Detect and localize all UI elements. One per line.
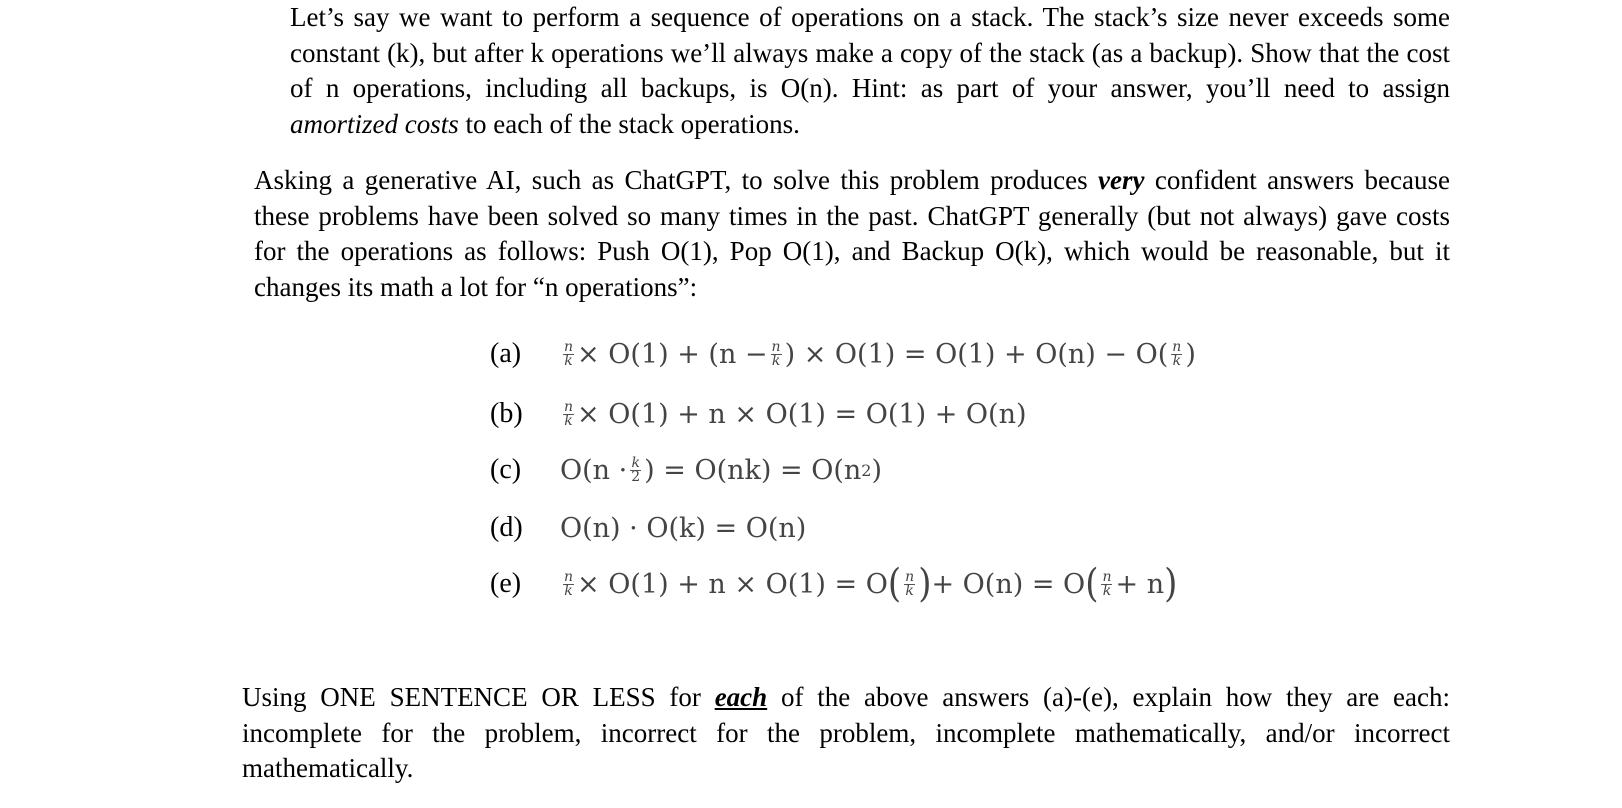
very-emphasis: very [1097,165,1145,195]
math-text: O(n · [560,454,628,486]
answer-a [490,328,1196,380]
exponent: 2 [861,460,872,480]
paren: ( [887,561,902,607]
math-text: × O(1) + n × O(1) = O(1) + O(n) [577,398,1027,430]
problem-text-end: to each of the stack operations. [458,108,800,139]
answer-b-math [560,399,1027,430]
answer-label: (c) [490,454,522,485]
fraction: $\frac{n}{k}$ [564,398,574,429]
math-text: ) = O(nk) = O(n [644,454,862,486]
answer-e [490,558,1177,610]
fraction: $\frac{n}{k}$ [771,338,781,369]
answer-d [490,502,806,554]
fraction: $\frac{n}{k}$ [905,568,915,599]
math-text: ) × O(1) = O(1) + O(n) − O( [784,338,1169,370]
fraction: $\frac{k}{2}$ [631,454,641,485]
answer-c-math [560,455,882,486]
answer-label: (d) [490,512,523,543]
math-text: ) [871,454,883,486]
fraction: $\frac{n}{k}$ [1172,338,1182,369]
answer-label: (e) [490,568,522,599]
fraction: $\frac{n}{k}$ [1102,568,1112,599]
paren: ) [1164,561,1178,607]
answer-b [490,388,1027,440]
answer-c [490,444,882,496]
paren: ) [918,561,932,607]
instructions-text-end: of the above answers (a)-(e), explain how they are each: incomplete for the problem, incorrect for the problem, incomplete mathematically, and/or incorrect mathematically. [242,682,1450,783]
each-emphasis: each [714,682,768,712]
answer-a-math [560,339,1196,370]
instructions-paragraph [242,680,1450,787]
math-text: × O(1) + n × O(1) = O [577,568,888,600]
chatgpt-text-end: confident answers because these problems have been solved so many times in the past. ChatGPT generally (but not always) gave costs for the operations as follows: Push O(1), Pop O(1), and Backup O(k), which would be reasonable, but it changes its math a lot for “n operations”: [254,165,1450,302]
amortized-costs-emphasis: amortized costs [290,108,459,139]
answer-d-math [560,513,806,544]
math-text: O(n) · O(k) = O(n) [560,512,807,544]
problem-text: Let’s say we want to perform a sequence of operations on a stack. The stack’s size never exceeds some constant (k), but after k operations we’ll always make a copy of the stack (as a backup). Show that the cost of n operations, including all backups, is O(n). Hint: as part of your answer, you’ll need to assign [290,2,1450,103]
math-text: ) [1185,338,1196,370]
math-text: + n [1115,568,1165,600]
answer-e-math [560,561,1178,607]
fraction: $\frac{n}{k}$ [564,338,574,369]
problem-statement [290,0,1450,142]
instructions-text: Using ONE SENTENCE OR LESS for [242,682,715,712]
chatgpt-text: Asking a generative AI, such as ChatGPT, to solve this problem produces [254,165,1098,195]
chatgpt-paragraph [254,163,1450,305]
math-text: × O(1) + (n − [577,338,768,370]
paren: ( [1085,561,1099,607]
fraction: $\frac{n}{k}$ [564,568,574,599]
answer-label: (b) [490,398,523,429]
answer-label: (a) [490,338,522,369]
math-text: + O(n) = O [931,568,1086,600]
